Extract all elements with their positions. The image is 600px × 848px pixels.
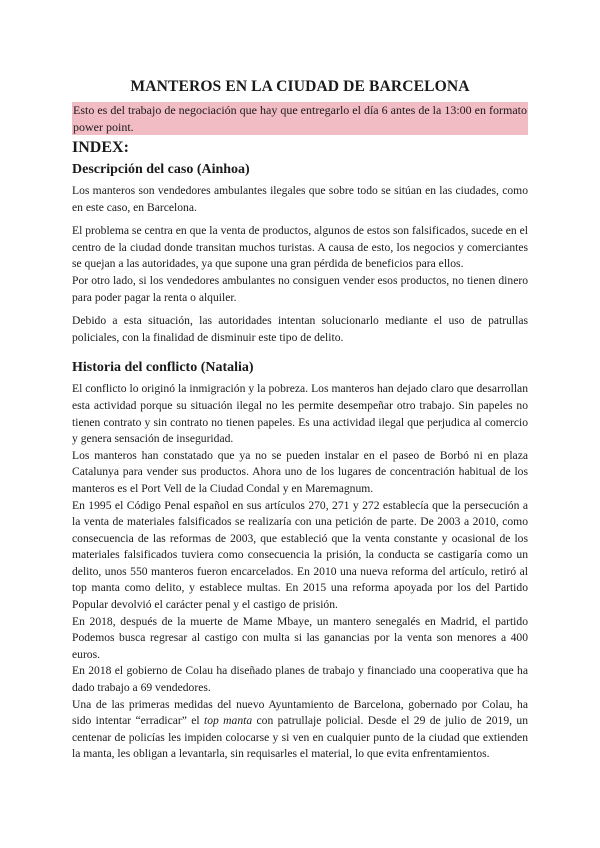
section-heading-descripcion: Descripción del caso (Ainhoa) <box>72 162 250 177</box>
paragraph: Los manteros han constatado que ya no se pueden instalar en el paseo de Borbó ni en plaza Catalunya para vender sus productos. Ahora uno de los lugares de concentración habitual de los manteros es el Port Vell de la Ciudad Condal y en Maremagnum. <box>72 448 528 495</box>
paragraph: En 2018, después de la muerte de Mame Mbaye, un mantero senegalés en Madrid, el partido Podemos busca regresar al castigo con multa si las ganancias por la venta son menores a 400 euros. <box>72 614 528 661</box>
text-run: con patrullaje policial. Desde el 29 de julio de 2019, un centenar de policías les impiden colocarse y si ven en cualquier punto de la ciudad que extienden la manta, les obligan a levantarla, sin requisarles el material, lo que evita enfrentamientos. <box>72 714 528 761</box>
paragraph: En 1995 el Código Penal español en sus artículos 270, 271 y 272 establecía que la persecución a la venta de materiales falsificados se realizaría con una petición de parte. De 2003 a 2010, como consecuencia de las reformas de 2003, que estableció que la venta constante y ocasional de los materiales falsificados tuviera como consecuencia la prisión, la conducta se castigaría como un delito, unos 550 manteros fueron encarcelados. En 2010 una nueva reforma del artículo, retiró al top manta como delito, y establece multas. En 2015 una reforma apoyada por los del Partido Popular devolvió el carácter penal y el castigo de prisión. <box>72 498 528 612</box>
section-heading-historia: Historia del conflicto (Natalia) <box>72 360 254 376</box>
italic-text-run: top manta <box>204 714 253 728</box>
paragraph: El conflicto lo originó la inmigración y la pobreza. Los manteros han dejado claro que desarrollan esta actividad porque su situación ilegal no les permite desempeñar otro trabajo. Sin papeles no tienen contrato y sin contrato no tienen papeles. Es una actividad ilegal que perjudica al comercio y genera sensación de inseguridad. <box>72 382 528 446</box>
paragraph-last <box>72 697 528 763</box>
paragraph: En 2018 el gobierno de Colau ha diseñado planes de trabajo y financiado una cooperativa que ha dado trabajo a 69 vendedores. <box>72 664 528 695</box>
document-title: MANTEROS EN LA CIUDAD DE BARCELONA <box>130 78 470 95</box>
document-body <box>72 76 528 763</box>
paragraph: Los manteros son vendedores ambulantes ilegales que sobre todo se sitúan en las ciudades, como en este caso, en Barcelona. <box>72 184 528 214</box>
paragraph: Por otro lado, si los vendedores ambulantes no consiguen vender esos productos, no tienen dinero para poder pagar la renta o alquiler. <box>72 273 528 304</box>
highlighted-note: Esto es del trabajo de negociación que hay que entregarlo el día 6 antes de la 13:00 en formato power point. <box>73 103 527 134</box>
text-run: Una de las primeras medidas del nuevo Ayuntamiento de Barcelona, gobernado por Colau, ha sido intentar “erradicar” el <box>72 697 528 728</box>
index-heading: INDEX: <box>72 139 129 156</box>
paragraph: El problema se centra en que la venta de productos, algunos de estos son falsificados, sucede en el centro de la ciudad donde transitan muchos turistas. A causa de esto, los negocios y comerciantes se quejan a las autoridades, ya que supone una gran pérdida de beneficios para ellos. <box>72 224 528 271</box>
paragraph: Debido a esta situación, las autoridades intentan solucionarlo mediante el uso de patrullas policiales, con la finalidad de disminuir este tipo de delito. <box>72 314 528 344</box>
